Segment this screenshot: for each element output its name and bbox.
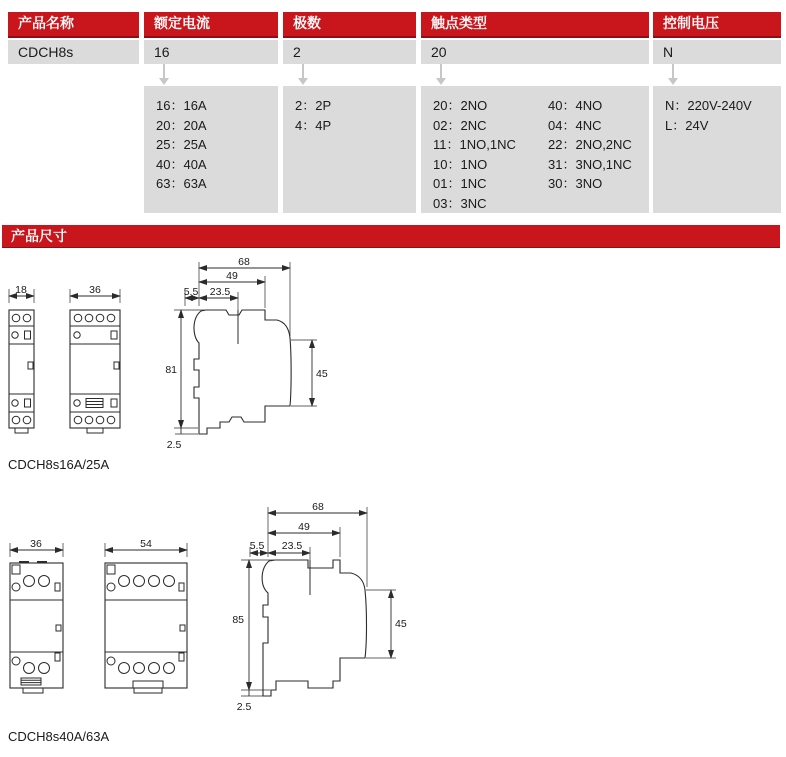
option-item: 10：1NO [433, 156, 488, 172]
section-title-product-dimensions: 产品尺寸 [2, 225, 780, 248]
option-item: N：220V-240V [665, 98, 752, 113]
option-item: L：24V [665, 117, 709, 133]
option-item: 16：16A [156, 98, 207, 113]
column-header-poles: 极数 [283, 12, 416, 38]
front-view-36mm [70, 284, 120, 433]
down-arrow-icon [653, 64, 781, 86]
down-arrow-icon [144, 64, 278, 86]
option-item: 30：3NO [548, 176, 603, 191]
options-box-poles [283, 86, 416, 213]
front-view-36mm-4p [10, 538, 63, 693]
option-item: 40：4NO [548, 98, 603, 113]
column-value-control-voltage: N [653, 40, 781, 64]
column-value-rated-current: 16 [144, 40, 278, 64]
selector-column-rated-current [144, 12, 278, 213]
option-item: 20：20A [156, 117, 207, 133]
selector-column-contact-type [421, 12, 649, 213]
option-item: 25：25A [156, 137, 207, 152]
option-item: 04：4NC [548, 117, 602, 133]
option-item: 2：2P [295, 98, 332, 113]
dim-label: 5.5 [249, 540, 265, 552]
down-arrow-icon [421, 64, 649, 86]
options-box-control-voltage [653, 86, 781, 213]
dimension-drawing-40a-63a [8, 495, 408, 720]
front-view-54mm-4p [105, 538, 187, 693]
option-item: 11：1NO,1NC [433, 137, 516, 152]
option-item: 01：1NC [433, 176, 487, 191]
option-item: 02：2NC [433, 117, 487, 133]
dim-label: 2.5 [236, 701, 252, 713]
selector-column-control-voltage [653, 12, 781, 213]
option-item: 40：40A [156, 156, 207, 172]
option-item: 22：2NO,2NC [548, 137, 632, 152]
option-item: 20：2NO [433, 98, 488, 113]
column-value-product-name: CDCH8s [8, 40, 139, 64]
option-item: 63：63A [156, 176, 207, 191]
dim-label: 68 [312, 501, 324, 513]
dim-label: 45 [316, 368, 328, 380]
dim-label: 45 [395, 618, 407, 630]
dim-label: 54 [140, 538, 152, 550]
side-view-drawing [232, 501, 407, 713]
options-box-contact-type [421, 86, 649, 213]
dim-label: 36 [89, 284, 101, 296]
selector-column-poles [283, 12, 416, 213]
column-header-rated-current: 额定电流 [144, 12, 278, 38]
option-item: 4：4P [295, 117, 332, 133]
dim-label: 85 [232, 614, 244, 626]
column-header-product-name: 产品名称 [8, 12, 139, 38]
selector-column-product-name [8, 12, 139, 64]
dim-label: 49 [226, 270, 238, 282]
side-profile-outline [262, 560, 366, 696]
dim-label: 5.5 [183, 286, 199, 298]
dimension-drawing-16a-25a [8, 256, 338, 456]
dim-label: 2.5 [166, 439, 182, 451]
dim-label: 23.5 [209, 286, 231, 298]
dim-label: 18 [15, 284, 27, 296]
down-arrow-icon [283, 64, 416, 86]
dim-label: 23.5 [281, 540, 303, 552]
drawing-label-40a-63a: CDCH8s40A/63A [8, 729, 110, 744]
dim-label: 68 [238, 256, 250, 268]
option-item: 03：3NC [433, 195, 487, 211]
side-view-drawing [165, 256, 328, 451]
column-value-poles: 2 [283, 40, 416, 64]
column-header-control-voltage: 控制电压 [653, 12, 781, 38]
dim-label: 49 [298, 521, 310, 533]
column-header-contact-type: 触点类型 [421, 12, 649, 38]
drawing-label-16a-25a: CDCH8s16A/25A [8, 457, 110, 472]
dim-label: 36 [30, 538, 42, 550]
front-view-18mm [9, 284, 34, 433]
side-profile-outline [194, 310, 291, 434]
dim-label: 81 [165, 364, 177, 376]
option-item: 31：3NO,1NC [548, 156, 632, 172]
contact-type-options-right [548, 96, 632, 194]
column-value-contact-type: 20 [421, 40, 649, 64]
options-box-rated-current [144, 86, 278, 213]
